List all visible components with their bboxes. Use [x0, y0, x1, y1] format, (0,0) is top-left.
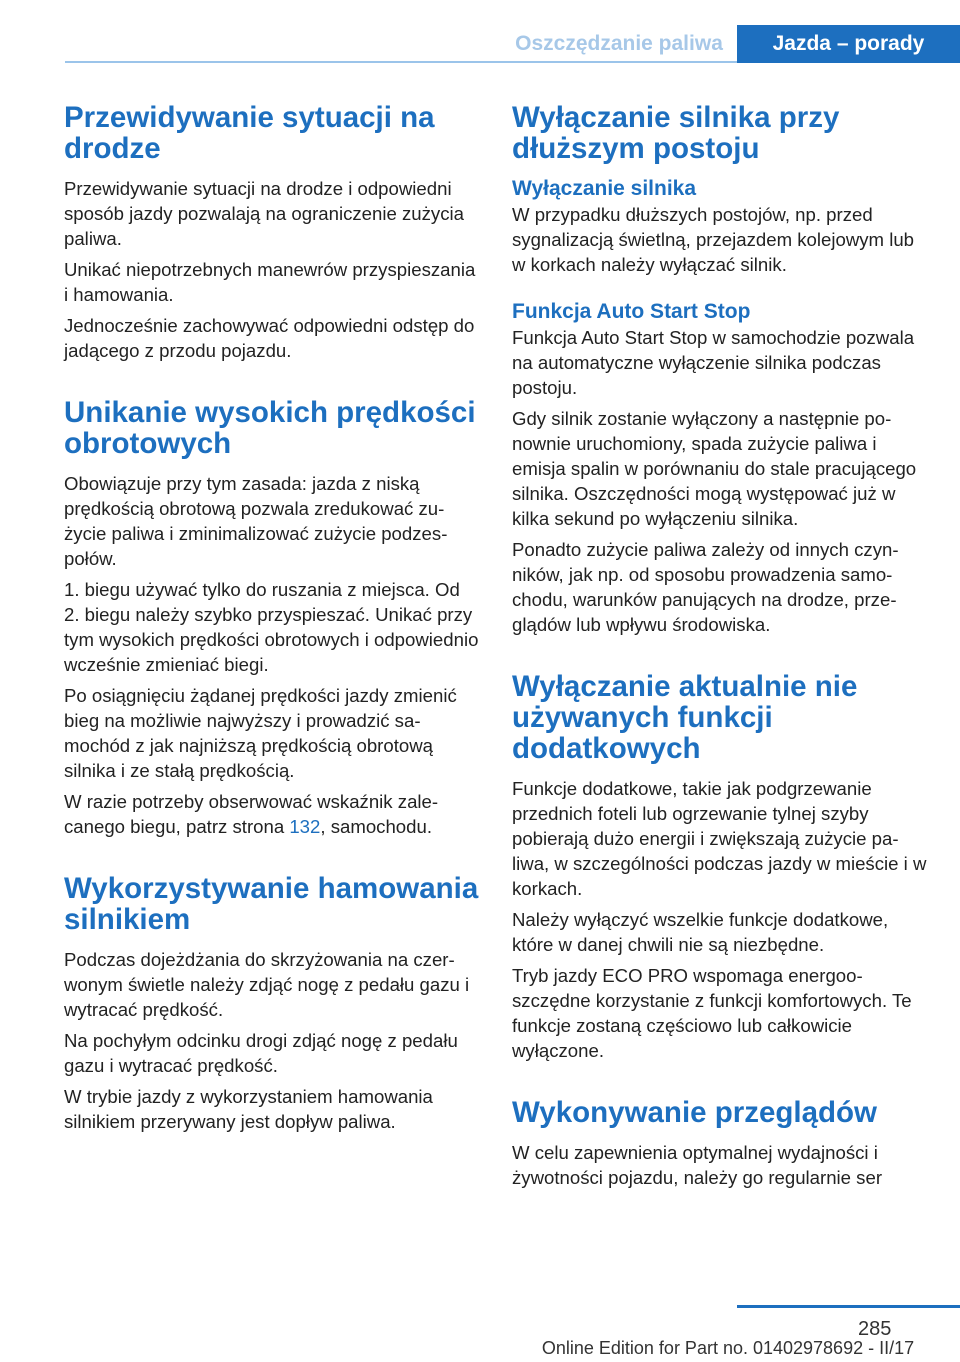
- section-title-funkcje-dodatkowe: Wyłączanie aktualnie nie używanych funkcji dodatkowych: [512, 670, 858, 765]
- left-column: [64, 102, 480, 1140]
- footer-rule: [737, 1305, 960, 1308]
- right-column: [512, 102, 928, 1196]
- edition-footer: Online Edition for Part no. 01402978692 - II/17: [541, 1338, 915, 1358]
- paragraph: Ponadto zużycie paliwa zależy od innych czynników, jak np. od sposobu prowadzenia samochodu, warunków panujących na drodze, przeglądów lub wpływu środowiska.: [512, 539, 899, 635]
- page-link-132[interactable]: 132: [289, 816, 321, 837]
- subsection-title-auto-start-stop: Funkcja Auto Start Stop: [512, 300, 751, 323]
- paragraph: [64, 789, 480, 839]
- section-title-hamowanie: Wykorzystywanie hamowania silnikiem: [64, 872, 479, 936]
- paragraph: W celu zapewnienia optymalnej wydajności i żywotności pojazdu, należy go regularnie ser: [512, 1142, 883, 1188]
- page-number: 285: [858, 1318, 892, 1340]
- paragraph: W trybie jazdy z wykorzystaniem hamowania silnikiem przerywany jest dopływ paliwa.: [64, 1086, 433, 1132]
- paragraph: W przypadku dłuższych postojów, np. przed sygnalizacją świetlną, przejazdem kolejowym lub w korkach należy wyłączać silnik.: [512, 204, 915, 275]
- paragraph: Na pochyłym odcinku drogi zdjąć nogę z pedału gazu i wytracać prędkość.: [64, 1030, 458, 1076]
- paragraph: Podczas dojeżdżania do skrzyżowania na czerwonym świetle należy zdjąć nogę z pedału gazu i wytracać prędkość.: [64, 949, 470, 1020]
- paragraph: Przewidywanie sytuacji na drodze i odpowiedni sposób jazdy pozwalają na ograniczenie zużycia paliwa.: [64, 178, 465, 249]
- paragraph: Funkcja Auto Start Stop w samochodzie pozwala na automatyczne wyłączenie silnika podczas postoju.: [512, 327, 915, 398]
- paragraph: Jednocześnie zachowywać odpowiedni odstęp do jadącego z przodu pojazdu.: [64, 315, 475, 361]
- subsection-title-wylaczanie: Wyłączanie silnika: [512, 177, 697, 200]
- paragraph-text: W razie potrzeby obserwować wskaźnik zalecanego biegu, patrz strona: [64, 791, 439, 837]
- section-title-przeglady: Wykonywanie przeglądów: [512, 1096, 878, 1129]
- section-title-przewidywanie: Przewidywanie sytuacji na drodze: [64, 101, 435, 165]
- paragraph: Unikać niepotrzebnych manewrów przyspieszania i hamowania.: [64, 259, 476, 305]
- section-title-unikanie: Unikanie wysokich prędkości obrotowych: [64, 396, 476, 460]
- tab-jazda-porady[interactable]: Jazda – porady: [737, 25, 960, 63]
- paragraph: Funkcje dodatkowe, takie jak podgrzewanie przednich foteli lub ogrzewanie tylnej szyby pobierają dużo energii i zwiększają zużycie paliwa, w szczególności podczas jazdy w mieście i w korkach.: [512, 778, 927, 899]
- tab-oszczedzanie-paliwa[interactable]: Oszczędzanie paliwa: [515, 32, 723, 55]
- paragraph: Obowiązuje przy tym zasada: jazda z niską prędkością obrotową pozwala zredukować zużycie paliwa i zminimalizować zużycie podzespołów.: [64, 473, 448, 569]
- paragraph: Tryb jazdy ECO PRO wspomaga energooszczędne korzystanie z funkcji komfortowych. Te funkcje zostaną częściowo lub całkowicie wyłączone.: [512, 965, 912, 1061]
- paragraph: Po osiągnięciu żądanej prędkości jazdy zmienić bieg na możliwie najwyższy i prowadzić samochód z jak najniższą prędkością obrotową silnika i ze stałą prędkością.: [64, 685, 457, 781]
- paragraph-text: , samochodu.: [320, 816, 433, 837]
- section-title-wylaczanie-silnika: Wyłączanie silnika przy dłuższym postoju: [512, 101, 840, 165]
- paragraph: Należy wyłączyć wszelkie funkcje dodatkowe, które w danej chwili nie są niezbędne.: [512, 909, 889, 955]
- paragraph: Gdy silnik zostanie wyłączony a następnie ponownie uruchomiony, spada zużycie paliwa i emisja spalin w porównaniu do stale pracującego silnika. Oszczędności mogą występować już w kilka sekund po wyłączeniu silnika.: [512, 408, 917, 529]
- paragraph: 1. biegu używać tylko do ruszania z miejsca. Od 2. biegu należy szybko przyspieszać. Unikać przy tym wysokich prędkości obrotowych i odpowiednio wcześnie zmieniać biegi.: [64, 579, 479, 675]
